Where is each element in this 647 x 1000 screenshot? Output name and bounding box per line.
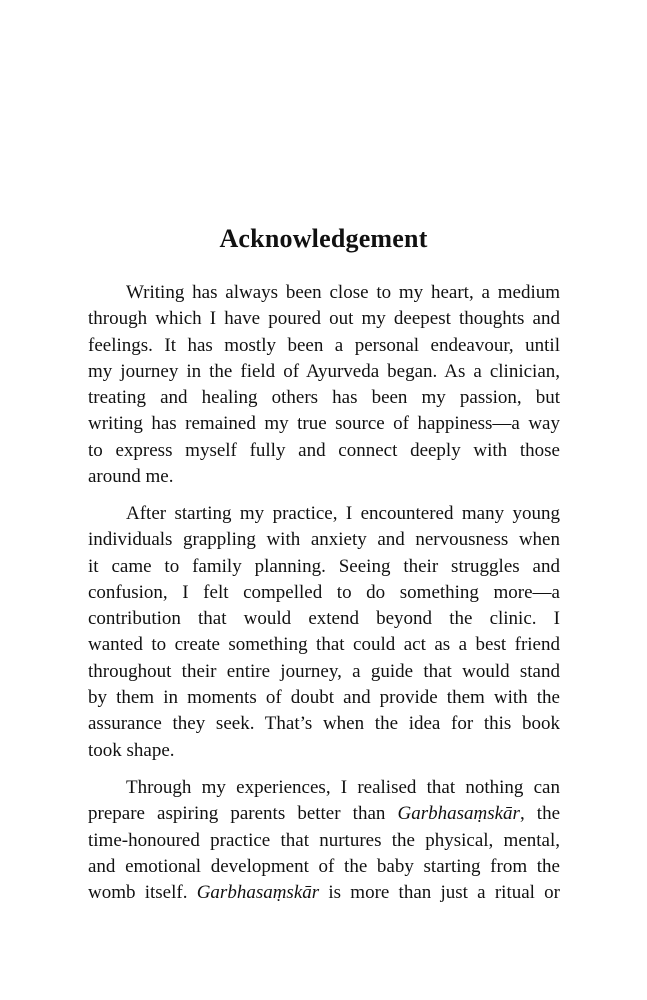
paragraph-3 [88, 775, 560, 906]
text-fragment: is more than just a ritual or [319, 882, 560, 904]
text-fragment: womb itself. [88, 882, 197, 904]
text-line: contribution that would extend beyond the clinic. I [88, 608, 560, 630]
text-line: to express myself fully and connect deeply with those [88, 439, 560, 461]
text-line: treating and healing others has been my passion, but [88, 387, 560, 409]
text-line: around me. [88, 466, 174, 488]
text-fragment: prepare aspiring parents better than [88, 803, 398, 825]
text-line: and emotional development of the baby starting from the [88, 855, 560, 877]
text-line: my journey in the field of Ayurveda began. As a clinician, [88, 360, 560, 382]
text-line: confusion, I felt compelled to do something more—a [88, 581, 560, 603]
text-line [88, 801, 560, 827]
italic-term: Garbhasaṃskār [196, 882, 320, 904]
text-line: wanted to create something that could act as a best friend [88, 634, 560, 656]
paragraph-2 [88, 501, 560, 764]
text-line: by them in moments of doubt and provide them with the [88, 687, 560, 709]
text-line [88, 880, 560, 906]
text-line: it came to family planning. Seeing their struggles and [88, 555, 560, 577]
text-fragment: , the [519, 803, 560, 825]
italic-term: Garbhasaṃskār [397, 803, 520, 825]
text-line: Writing has always been close to my heart, a medium [126, 282, 560, 303]
text-line: took shape. [88, 739, 175, 761]
text-line: writing has remained my true source of happiness—a way [88, 413, 560, 435]
text-line: Through my experiences, I realised that nothing can [126, 777, 560, 798]
text-line: through which I have poured out my deepest thoughts and [88, 308, 560, 330]
text-line: feelings. It has mostly been a personal endeavour, until [88, 334, 560, 356]
text-line: time-honoured practice that nurtures the physical, mental, [88, 829, 560, 851]
paragraph-1 [88, 280, 560, 490]
text-line: After starting my practice, I encountered many young [126, 503, 560, 524]
text-line: assurance they seek. That’s when the idea for this book [88, 713, 560, 735]
text-line: throughout their entire journey, a guide that would stand [88, 660, 560, 682]
page-title: Acknowledgement [219, 224, 428, 253]
text-line: individuals grappling with anxiety and nervousness when [88, 529, 560, 551]
